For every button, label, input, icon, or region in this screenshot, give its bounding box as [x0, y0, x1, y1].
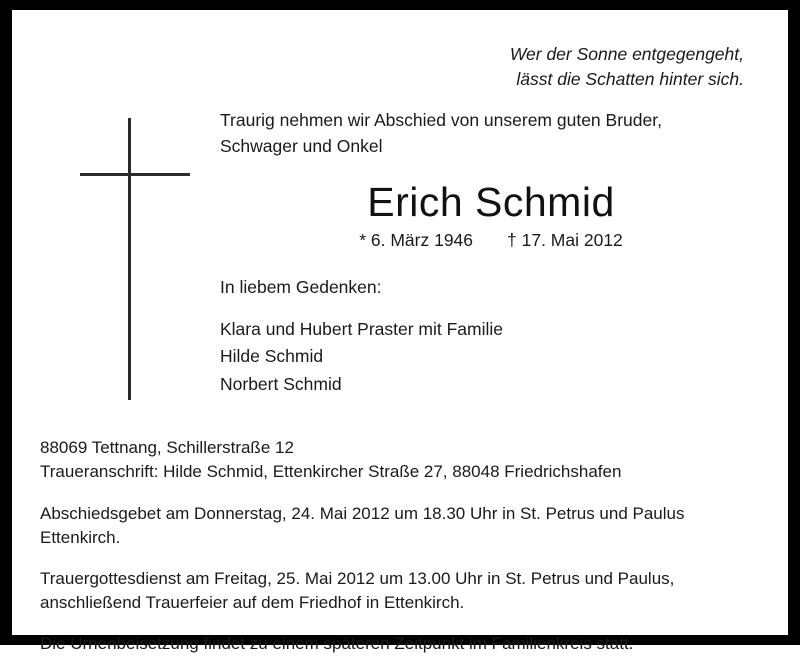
survivors-list [220, 316, 762, 397]
deceased-name: Erich Schmid [367, 179, 615, 226]
service-paragraph-1: Abschiedsgebet am Donnerstag, 24. Mai 2012 um 18.30 Uhr in St. Petrus und Paulus Ettenkirch. [40, 503, 685, 548]
cross-vertical-bar [128, 118, 131, 400]
life-dates [220, 230, 762, 251]
cross-horizontal-bar [80, 173, 190, 176]
service-paragraph-3: Die Urnenbeisetzung findet zu einem späteren Zeitpunkt im Familienkreis statt. [40, 634, 634, 654]
list-item: Klara und Hubert Praster mit Familie [220, 319, 504, 340]
cross-icon [80, 118, 210, 418]
intro-text [220, 107, 762, 160]
intro-line-2: Schwager und Onkel [220, 136, 383, 156]
list-item: Hilde Schmid [220, 346, 324, 367]
death-date: † 17. Mai 2012 [507, 230, 623, 251]
birth-date: * 6. März 1946 [359, 230, 474, 251]
obituary-card [12, 10, 788, 654]
memorial-quote [38, 42, 744, 93]
service-paragraph-2: Trauergottesdienst am Freitag, 25. Mai 2012 um 13.00 Uhr in St. Petrus und Paulus, anschließend Trauerfeier auf dem Friedhof in Ettenkirch. [40, 569, 675, 613]
memorial-quote-line-2: lässt die Schatten hinter sich. [516, 69, 744, 90]
memorial-quote-line-1: Wer der Sonne entgegengeht, [509, 44, 744, 64]
address-line: 88069 Tettnang, Schillerstraße 12 [40, 437, 294, 457]
mourning-address-line: Traueranschrift: Hilde Schmid, Ettenkircher Straße 27, 88048 Friedrichshafen [40, 462, 622, 482]
remembrance-heading: In liebem Gedenken: [220, 277, 382, 298]
details-block [40, 436, 762, 657]
list-item: Norbert Schmid [220, 373, 342, 394]
main-text-block [220, 107, 762, 398]
intro-line-1: Traurig nehmen wir Abschied von unserem guten Bruder, [220, 109, 662, 130]
